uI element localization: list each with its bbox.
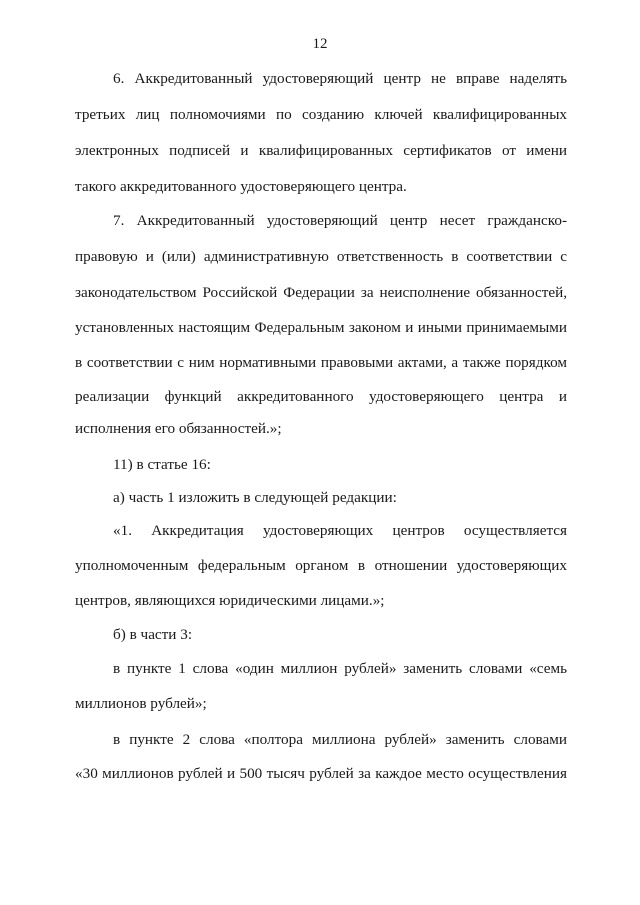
text-line: установленных настоящим Федеральным законом и иными принимаемыми	[75, 319, 567, 336]
text-line: в пункте 1 слова «один миллион рублей» заменить словами «семь	[113, 660, 567, 677]
text-line: электронных подписей и квалифицированных сертификатов от имени	[75, 142, 567, 159]
text-line: а) часть 1 изложить в следующей редакции:	[113, 489, 397, 506]
text-line: уполномоченным федеральным органом в отношении удостоверяющих	[75, 557, 567, 574]
page-number: 12	[312, 36, 328, 52]
text-line: центров, являющихся юридическими лицами.»;	[75, 592, 385, 609]
text-line: в пункте 2 слова «полтора миллиона рублей» заменить словами	[113, 731, 567, 748]
text-line: 6. Аккредитованный удостоверяющий центр не вправе наделять	[113, 70, 567, 87]
text-line: «30 миллионов рублей и 500 тысяч рублей за каждое место осуществления	[75, 765, 567, 782]
text-line: миллионов рублей»;	[75, 695, 207, 712]
text-line: 11) в статье 16:	[113, 456, 211, 473]
text-line: 7. Аккредитованный удостоверяющий центр несет гражданско-	[113, 212, 567, 229]
text-line: «1. Аккредитация удостоверяющих центров осуществляется	[113, 522, 567, 539]
text-line: такого аккредитованного удостоверяющего центра.	[75, 178, 407, 195]
text-line: в соответствии с ним нормативными правовыми актами, а также порядком	[75, 354, 567, 371]
text-line: третьих лиц полномочиями по созданию ключей квалифицированных	[75, 106, 567, 123]
text-line: исполнения его обязанностей.»;	[75, 420, 282, 437]
text-line: законодательством Российской Федерации за неисполнение обязанностей,	[75, 284, 567, 301]
text-line: правовую и (или) административную ответственность в соответствии с	[75, 248, 567, 265]
text-line: реализации функций аккредитованного удостоверяющего центра и	[75, 388, 567, 405]
text-line: б) в части 3:	[113, 626, 193, 643]
